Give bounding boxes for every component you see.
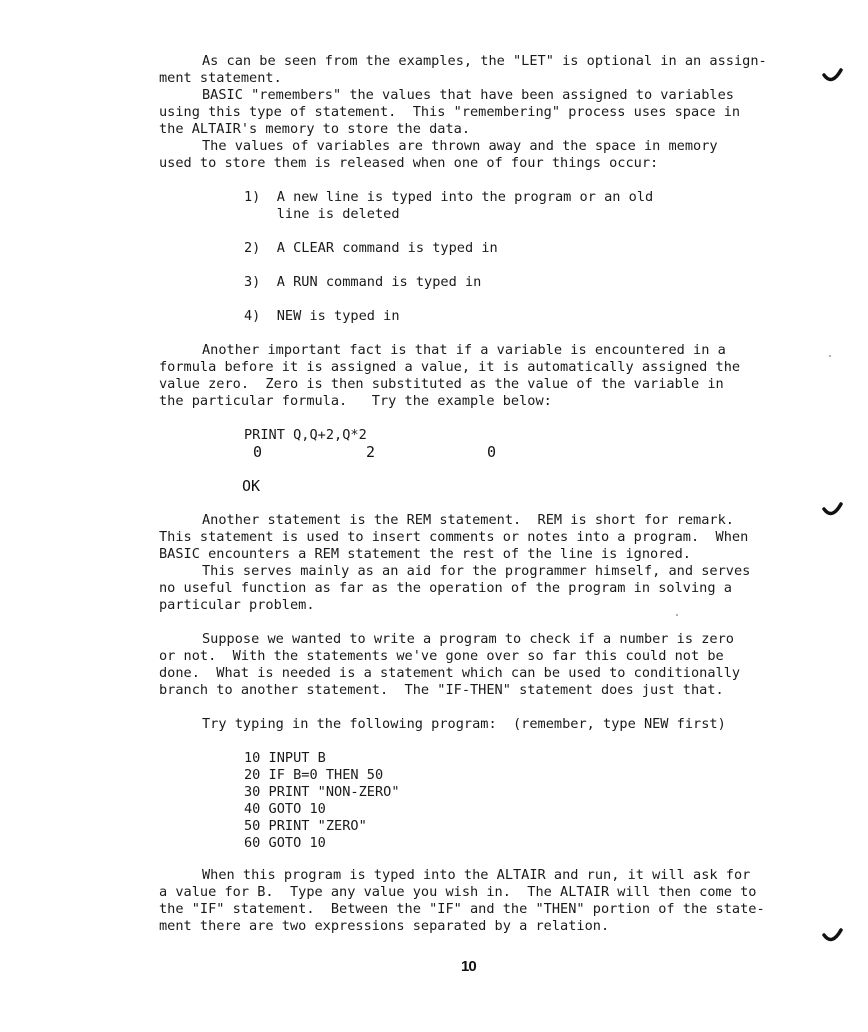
- text-line: particular problem.: [159, 597, 315, 613]
- text-line: the ALTAIR's memory to store the data.: [159, 121, 470, 137]
- list-item: 3) A RUN command is typed in: [244, 274, 482, 290]
- text-line: Another statement is the REM statement. REM is short for remark.: [202, 512, 734, 528]
- text-line: Suppose we wanted to write a program to check if a number is zero: [202, 631, 734, 647]
- text-line: This serves mainly as an aid for the programmer himself, and serves: [202, 563, 751, 579]
- text-line: using this type of statement. This "remembering" process uses space in: [159, 104, 741, 120]
- text-line: done. What is needed is a statement which can be used to conditionally: [159, 665, 741, 681]
- text-line: The values of variables are thrown away and the space in memory: [202, 138, 718, 154]
- code-line: 50 PRINT "ZERO": [244, 818, 367, 834]
- code-line: 30 PRINT "NON-ZERO": [244, 784, 400, 800]
- binder-hole-mark-icon: [822, 66, 844, 88]
- text-line: Try typing in the following program: (remember, type NEW first): [202, 716, 726, 732]
- text-line: branch to another statement. The "IF-THEN" statement does just that.: [159, 682, 724, 698]
- binder-hole-mark-icon: [822, 926, 844, 948]
- code-line: PRINT Q,Q+2,Q*2: [244, 427, 367, 443]
- binder-hole-mark-icon: [822, 500, 844, 522]
- list-item: 1) A new line is typed into the program or an old: [244, 189, 654, 205]
- output-value: 2: [366, 443, 376, 461]
- list-item: 4) NEW is typed in: [244, 308, 400, 324]
- text-line: ment there are two expressions separated by a relation.: [159, 918, 610, 934]
- text-line: ment statement.: [159, 70, 282, 86]
- text-line: value zero. Zero is then substituted as the value of the variable in: [159, 376, 724, 392]
- code-line: 40 GOTO 10: [244, 801, 326, 817]
- text-line: formula before it is assigned a value, it is automatically assigned the: [159, 359, 741, 375]
- text-line: used to store them is released when one of four things occur:: [159, 155, 659, 171]
- text-line: Another important fact is that if a variable is encountered in a: [202, 342, 726, 358]
- text-line: When this program is typed into the ALTAIR and run, it will ask for: [202, 867, 751, 883]
- scan-speck: [829, 355, 831, 357]
- output-value: 0: [487, 443, 497, 461]
- list-item: 2) A CLEAR command is typed in: [244, 240, 498, 256]
- code-line: 60 GOTO 10: [244, 835, 326, 851]
- code-line: 10 INPUT B: [244, 750, 326, 766]
- text-line: BASIC encounters a REM statement the rest of the line is ignored.: [159, 546, 691, 562]
- page-number: 10: [461, 958, 476, 975]
- text-line: BASIC "remembers" the values that have been assigned to variables: [202, 87, 734, 103]
- text-line: This statement is used to insert comments or notes into a program. When: [159, 529, 749, 545]
- text-line: As can be seen from the examples, the "LET" is optional in an assign-: [202, 53, 767, 69]
- list-item: line is deleted: [244, 206, 400, 222]
- code-line: 20 IF B=0 THEN 50: [244, 767, 384, 783]
- text-line: or not. With the statements we've gone over so far this could not be: [159, 648, 724, 664]
- output-ok: OK: [242, 477, 261, 495]
- scan-speck: [676, 614, 678, 616]
- text-line: no useful function as far as the operation of the program in solving a: [159, 580, 732, 596]
- output-value: 0: [253, 443, 263, 461]
- text-line: the "IF" statement. Between the "IF" and the "THEN" portion of the state-: [159, 901, 765, 917]
- text-line: the particular formula. Try the example below:: [159, 393, 552, 409]
- text-line: a value for B. Type any value you wish in. The ALTAIR will then come to: [159, 884, 757, 900]
